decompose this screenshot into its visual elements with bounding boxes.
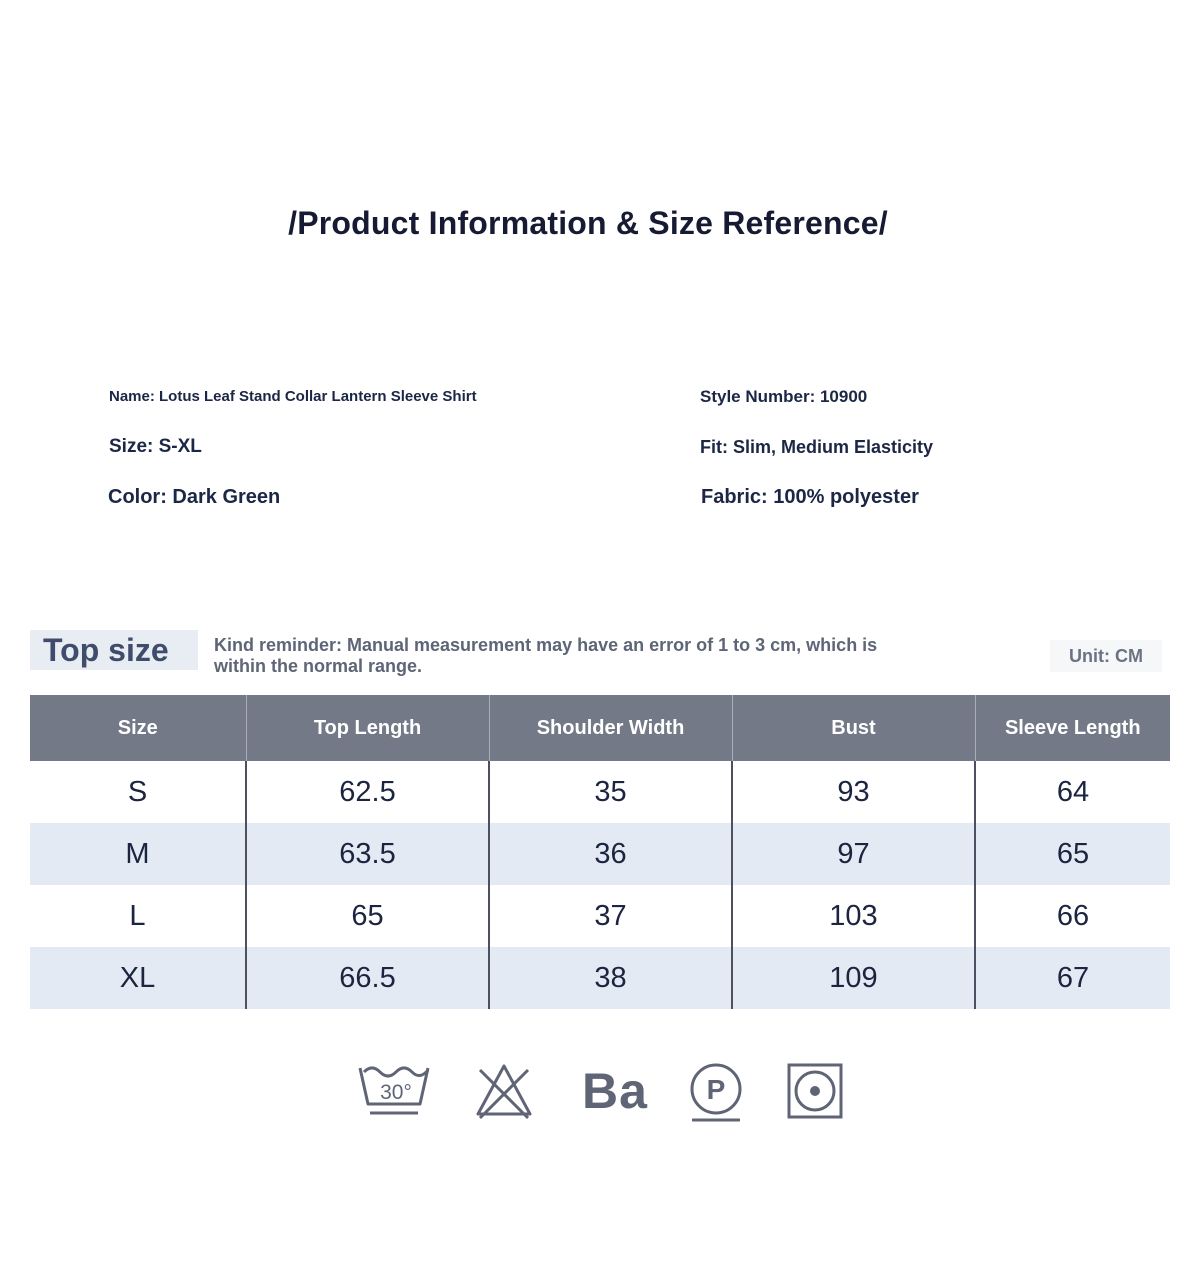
size-table [30, 695, 1170, 1009]
table-row [30, 761, 1170, 823]
style-number: Style Number: 10900 [700, 387, 868, 406]
measurement-reminder: Kind reminder: Manual measurement may have an error of 1 to 3 cm, which is within the normal range. [214, 635, 878, 676]
header-shoulder-width: Shoulder Width [489, 695, 732, 761]
wash-temp-label: 30° [380, 1081, 412, 1104]
header-top-length: Top Length [246, 695, 489, 761]
cell-top-length: 66.5 [246, 947, 489, 1009]
product-fabric: Fabric: 100% polyester [701, 486, 919, 508]
care-icons [356, 1058, 856, 1130]
professional-clean-letter: P [706, 1074, 726, 1105]
header-bust: Bust [732, 695, 975, 761]
cell-bust: 109 [732, 947, 975, 1009]
cell-top-length: 62.5 [246, 761, 489, 823]
cell-bust: 93 [732, 761, 975, 823]
cell-size: S [127, 775, 148, 808]
table-header-row [30, 695, 1170, 761]
cell-sleeve-length: 64 [975, 761, 1170, 823]
table-row [30, 823, 1170, 885]
product-size: Size: S-XL [109, 436, 202, 457]
no-bleach-icon [474, 1062, 534, 1120]
unit-label: Unit: CM [1050, 640, 1162, 672]
professional-clean-p-icon [686, 1062, 746, 1124]
cell-bust: 97 [732, 823, 975, 885]
header-size: Size [30, 695, 246, 761]
top-size-badge [30, 630, 198, 670]
header-sleeve-length: Sleeve Length [975, 695, 1170, 761]
cell-bust: 103 [732, 885, 975, 947]
cell-shoulder-width: 35 [489, 761, 732, 823]
cell-shoulder-width: 37 [489, 885, 732, 947]
page-title: /Product Information & Size Reference/ [288, 205, 888, 241]
ba-text-icon: Ba [582, 1063, 648, 1119]
cell-size: M [30, 823, 246, 885]
wash-30-icon [356, 1058, 432, 1118]
cell-top-length: 65 [246, 885, 489, 947]
cell-size: XL [30, 947, 246, 1009]
cell-shoulder-width: 38 [489, 947, 732, 1009]
cell-shoulder-width: 36 [489, 823, 732, 885]
table-row [30, 885, 1170, 947]
cell-sleeve-length: 66 [975, 885, 1170, 947]
product-fit: Fit: Slim, Medium Elasticity [700, 437, 934, 457]
product-name: Name: Lotus Leaf Stand Collar Lantern Sleeve Shirt [109, 388, 477, 405]
product-color: Color: Dark Green [108, 486, 281, 508]
cell-sleeve-length: 67 [975, 947, 1170, 1009]
cell-size: L [129, 899, 146, 932]
tumble-dry-icon [786, 1062, 844, 1120]
table-row [30, 947, 1170, 1009]
top-size-label: Top size [43, 632, 169, 668]
cell-sleeve-length: 65 [975, 823, 1170, 885]
cell-top-length: 63.5 [246, 823, 489, 885]
